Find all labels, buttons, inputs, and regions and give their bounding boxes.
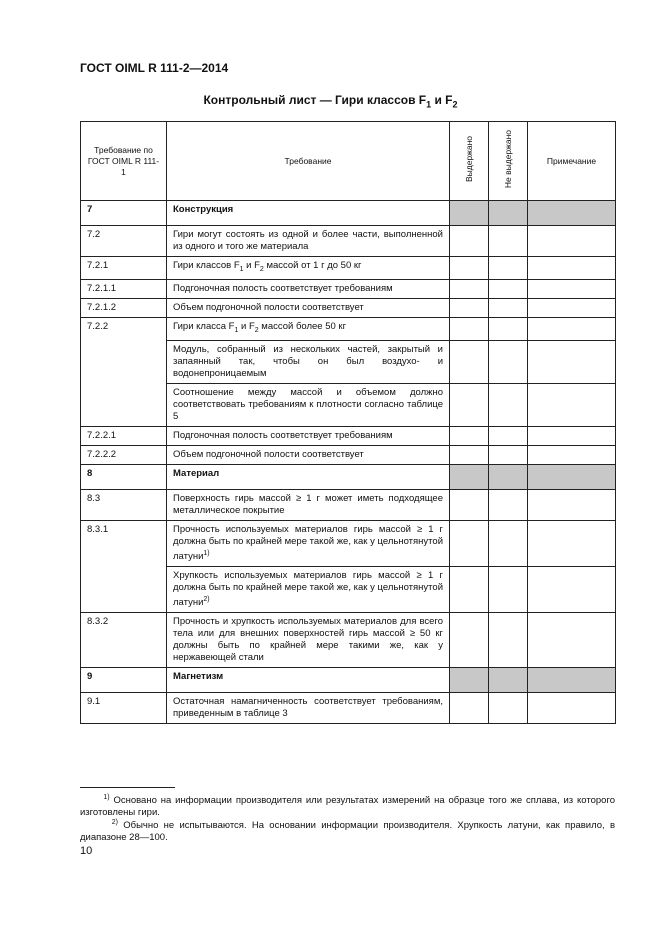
requirement-text — [167, 520, 450, 566]
section-row-8 — [81, 464, 616, 489]
not-passed-cell[interactable] — [489, 693, 528, 724]
note-cell[interactable] — [528, 426, 616, 445]
clause-number: 9 — [81, 668, 167, 693]
passed-cell[interactable] — [450, 257, 489, 280]
not-passed-cell[interactable] — [489, 257, 528, 280]
table-row-7-2-1-1 — [81, 279, 616, 298]
footnote-ref[interactable]: 1) — [203, 549, 210, 557]
clause-number: 8.3 — [81, 489, 167, 520]
table-row-8-3 — [81, 489, 616, 520]
requirement-text: Прочность и хрупкость используемых материалов для всего тела или для внешних поверхностей гирь массой ≥ 50 кг должны быть по крайней мере такими же, как у нержавеющей стали — [167, 613, 450, 668]
note-cell — [528, 668, 616, 693]
header-passed — [450, 122, 489, 201]
footnote-text: Обычно не испытываются. На основании информации производителя. Хрупкость латуни, как правило, в диапазоне 28—100. — [80, 820, 616, 844]
clause-number: 7.2.1.1 — [81, 279, 167, 298]
clause-number: 9.1 — [81, 693, 167, 724]
note-cell[interactable] — [528, 445, 616, 464]
header-clause: Требование по ГОСТ OIML R 111-1 — [81, 122, 167, 201]
requirement-text: Остаточная намагниченность соответствует требованиям, приведенным в таблице 3 — [167, 693, 450, 724]
subscript: 1 — [234, 326, 239, 334]
header-note: Примечание — [528, 122, 616, 201]
title-sub-2: 2 — [452, 99, 458, 110]
passed-cell — [450, 201, 489, 226]
header-not-passed — [489, 122, 528, 201]
passed-cell[interactable] — [450, 340, 489, 383]
not-passed-cell[interactable] — [489, 226, 528, 257]
requirement-text — [167, 566, 450, 612]
note-cell[interactable] — [528, 566, 616, 612]
not-passed-cell — [489, 201, 528, 226]
not-passed-cell[interactable] — [489, 383, 528, 426]
section-title: Конструкция — [167, 201, 450, 226]
note-cell — [528, 464, 616, 489]
not-passed-cell — [489, 464, 528, 489]
text-part: массой от 1 г до 50 кг — [263, 260, 362, 271]
table-header-row — [81, 122, 616, 201]
footnote-divider — [80, 787, 175, 788]
table-row-7-2-2 — [81, 317, 616, 340]
section-row-9 — [81, 668, 616, 693]
title-prefix: Контрольный лист — Гири классов F — [203, 93, 427, 107]
clause-number: 7.2.2.1 — [81, 426, 167, 445]
not-passed-cell[interactable] — [489, 489, 528, 520]
passed-cell[interactable] — [450, 693, 489, 724]
subscript: 2 — [259, 265, 264, 273]
text-part: Прочность используемых материалов гирь массой ≥ 1 г должна быть по крайней мере такой же, как у цельнотянутой латуни — [173, 523, 443, 562]
not-passed-cell[interactable] — [489, 445, 528, 464]
table-row-7-2-1-2 — [81, 298, 616, 317]
note-cell — [528, 201, 616, 226]
requirement-text: Объем подгоночной полости соответствует — [167, 445, 450, 464]
requirement-text: Поверхность гирь массой ≥ 1 г может иметь подходящее металлическое покрытие — [167, 489, 450, 520]
passed-cell[interactable] — [450, 426, 489, 445]
passed-cell[interactable] — [450, 520, 489, 566]
footnote-mark: 1) — [103, 794, 110, 801]
table-row-7-2 — [81, 226, 616, 257]
note-cell[interactable] — [528, 226, 616, 257]
not-passed-cell[interactable] — [489, 520, 528, 566]
text-part: Хрупкость используемых материалов гирь массой ≥ 1 г должна быть по крайней мере такой же, как у цельнотянутой латуни — [173, 569, 443, 609]
not-passed-cell[interactable] — [489, 317, 528, 340]
document-code: ГОСТ OIML R 111-2—2014 — [80, 61, 229, 75]
text-part: Гири классов F — [173, 260, 240, 271]
passed-cell — [450, 668, 489, 693]
clause-number: 8.3.2 — [81, 613, 167, 668]
header-passed-label: Выдержано — [463, 136, 474, 183]
note-cell[interactable] — [528, 383, 616, 426]
not-passed-cell[interactable] — [489, 566, 528, 612]
passed-cell[interactable] — [450, 279, 489, 298]
text-part: и F — [243, 260, 260, 271]
footnote-text: Основано на информации производителя или результатах измерений на образце того же сплава, из которого изготовлены гири. — [80, 795, 615, 819]
requirement-text: Подгоночная полость соответствует требованиям — [167, 426, 450, 445]
passed-cell[interactable] — [450, 489, 489, 520]
passed-cell[interactable] — [450, 445, 489, 464]
checklist-title — [0, 93, 661, 109]
passed-cell[interactable] — [450, 383, 489, 426]
checklist-table — [80, 121, 616, 724]
table-row-8-3-1 — [81, 520, 616, 566]
requirement-text: Подгоночная полость соответствует требованиям — [167, 279, 450, 298]
subscript: 1 — [239, 265, 244, 273]
note-cell[interactable] — [528, 613, 616, 668]
footnote-ref[interactable]: 2) — [203, 595, 210, 603]
requirement-text: Объем подгоночной полости соответствует — [167, 298, 450, 317]
requirement-text: Модуль, собранный из нескольких частей, закрытый и запаянный так, чтобы он был воздухо- и водонепроницаемым — [167, 340, 450, 383]
note-cell[interactable] — [528, 257, 616, 280]
note-cell[interactable] — [528, 317, 616, 340]
note-cell[interactable] — [528, 279, 616, 298]
not-passed-cell — [489, 668, 528, 693]
table-row-9-1 — [81, 693, 616, 724]
page-number: 10 — [80, 845, 93, 857]
title-mid: и F — [431, 93, 453, 107]
subscript: 2 — [254, 326, 259, 334]
section-title: Магнетизм — [167, 668, 450, 693]
passed-cell — [450, 464, 489, 489]
section-title: Материал — [167, 464, 450, 489]
requirement-text — [167, 257, 450, 280]
not-passed-cell[interactable] — [489, 298, 528, 317]
table-row-8-3-2 — [81, 613, 616, 668]
passed-cell[interactable] — [450, 613, 489, 668]
clause-number: 8 — [81, 464, 167, 489]
requirement-text: Соотношение между массой и объемом должно соответствовать требованиям к плотности согласно таблице 5 — [167, 383, 450, 426]
not-passed-cell[interactable] — [489, 279, 528, 298]
not-passed-cell[interactable] — [489, 340, 528, 383]
passed-cell[interactable] — [450, 317, 489, 340]
clause-number: 7 — [81, 201, 167, 226]
clause-number: 7.2.2.2 — [81, 445, 167, 464]
table-row-7-2-2-1 — [81, 426, 616, 445]
text-part: и F — [238, 320, 255, 332]
table-row-7-2-1 — [81, 257, 616, 280]
requirement-text: Гири могут состоять из одной и более части, выполненной из одного и того же материала — [167, 226, 450, 257]
header-not-passed-label: Не выдержано — [502, 130, 513, 189]
text-part: Гири класса F — [173, 320, 235, 332]
footnote-1 — [80, 792, 615, 819]
passed-cell[interactable] — [450, 566, 489, 612]
header-requirement: Требование — [167, 122, 450, 201]
note-cell[interactable] — [528, 489, 616, 520]
clause-number: 7.2.2 — [81, 317, 167, 426]
not-passed-cell[interactable] — [489, 426, 528, 445]
clause-number: 7.2.1.2 — [81, 298, 167, 317]
not-passed-cell[interactable] — [489, 613, 528, 668]
note-cell[interactable] — [528, 298, 616, 317]
note-cell[interactable] — [528, 340, 616, 383]
footnote-mark: 2) — [111, 819, 118, 826]
title-sub-1: 1 — [426, 99, 432, 110]
section-row-7 — [81, 201, 616, 226]
passed-cell[interactable] — [450, 298, 489, 317]
passed-cell[interactable] — [450, 226, 489, 257]
requirement-text — [167, 317, 450, 340]
text-part: массой более 50 кг — [258, 320, 347, 332]
clause-number: 7.2.1 — [81, 257, 167, 280]
table-row-7-2-2-2 — [81, 445, 616, 464]
note-cell[interactable] — [528, 693, 616, 724]
clause-number: 7.2 — [81, 226, 167, 257]
clause-number: 8.3.1 — [81, 520, 167, 612]
footnote-2 — [80, 817, 615, 844]
note-cell[interactable] — [528, 520, 616, 566]
